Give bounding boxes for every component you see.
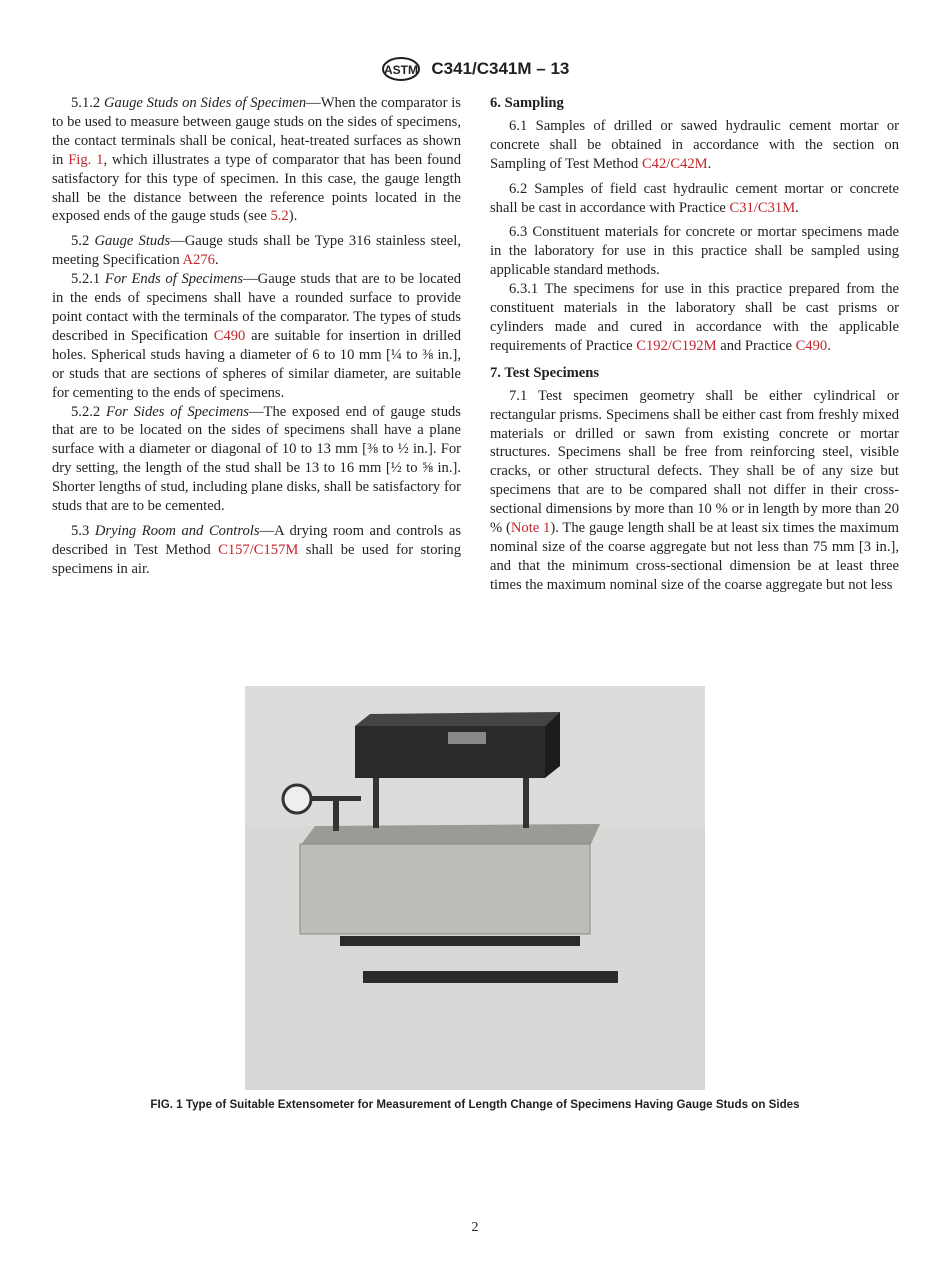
right-column <box>490 94 899 601</box>
paragraph-text: and Practice <box>716 337 796 354</box>
paragraph <box>490 387 899 595</box>
paragraph-text: —Gauge studs that are to be located in the ends of specimens shall have a rounded surface to provide point contact with the terminals of the comparator. The types of studs described in Specification <box>52 271 461 344</box>
reference-link[interactable]: Note 1 <box>510 520 551 537</box>
paragraph <box>52 232 461 270</box>
reference-link[interactable]: C42/C42M <box>641 155 708 172</box>
reference-link[interactable]: C490 <box>795 337 828 354</box>
paragraph-title: Gauge Studs <box>94 233 171 250</box>
paragraph-text: —Gauge studs shall be Type 316 stainless steel, meeting Specification <box>52 233 461 269</box>
figure-1-photo <box>245 686 705 1090</box>
paragraph-text: 6.3 Constituent materials for concrete or mortar specimens made in the laboratory for use in this practice shall be sampled using applicable standard methods. <box>490 224 899 279</box>
paragraph-text: . <box>827 337 831 354</box>
page-number: 2 <box>471 1220 479 1235</box>
paragraph-text: —A drying room and controls as described in Test Method <box>52 522 462 558</box>
paragraph-text: —When the comparator is to be used to measure between gauge studs on the sides of specimens, the contact terminals shall be conical, heat-treated surfaces as shown in <box>52 95 461 168</box>
paragraph-text: . <box>707 155 712 172</box>
reference-link[interactable]: C490 <box>213 327 246 344</box>
paragraph-text: . <box>214 252 219 269</box>
figure-caption: FIG. 1 Type of Suitable Extensometer for Measurement of Length Change of Specimens Having Gauge Studs on Sides <box>150 1098 800 1111</box>
reference-link[interactable]: C31/C31M <box>729 199 796 216</box>
paragraph <box>490 223 899 280</box>
paragraph-text: —The exposed end of gauge studs that are to be located on the sides of specimens shall have a plane surface with a diameter or diagonal of 10 to 13 mm [⅜ to ½ in.]. For dry setting, the length of the stud shall be 13 to 16 mm [½ to ⅝ in.]. Shorter lengths of stud, including plane disks, shall be satisfactory for studs that are to be cemented. <box>52 403 461 515</box>
svg-text:ASTM: ASTM <box>383 63 418 77</box>
paragraph <box>490 180 899 218</box>
paragraph-text: 6. Sampling <box>490 95 564 111</box>
section-heading <box>490 364 899 383</box>
paragraph <box>52 403 461 516</box>
paragraph-text: shall be used for storing specimens in air. <box>52 541 461 577</box>
paragraph-title: For Ends of Specimens <box>104 271 244 288</box>
paragraph <box>52 522 461 579</box>
paragraph-title: Drying Room and Controls <box>94 522 260 539</box>
extensometer-photo <box>245 686 705 1090</box>
paragraph-text: 5.3 <box>71 522 95 539</box>
paragraph-text: 5.2 <box>71 233 95 250</box>
paragraph-text: 5.2.2 <box>71 403 106 420</box>
paragraph-text: ). The gauge length shall be at least six times the maximum nominal size of the coarse aggregate but not less than 75 mm [3 in.], and that the minimum cross-sectional dimension be at least three times the maximum nominal size of the coarse aggregate but not less <box>490 520 899 593</box>
paragraph-text: are suitable for insertion in drilled holes. Spherical studs having a diameter of 6 to 10 mm [¼ to ⅜ in.], or studs that are sections of spheres of similar diameter, are suitable for cementing to the ends of specimens. <box>52 327 461 401</box>
paragraph-text: , which illustrates a type of comparator that has been found satisfactory for this type of specimen. In this case, the gauge length shall be the distance between the reference points located in the exposed ends of the gauge studs (see <box>52 151 461 225</box>
paragraph-title: For Sides of Specimens <box>105 403 249 420</box>
paragraph-title: Gauge Studs on Sides of Specimen <box>103 95 307 111</box>
paragraph-text: . <box>795 199 799 216</box>
paragraph <box>52 94 461 226</box>
paragraph <box>52 270 461 402</box>
reference-link[interactable]: C157/C157M <box>218 541 299 558</box>
paragraph-text: 6.1 Samples of drilled or sawed hydraulic cement mortar or concrete shall be obtained in accordance with the section on Sampling of Test Method <box>490 117 899 172</box>
paragraph-text: 6.3.1 The specimens for use in this practice prepared from the constituent materials in the laboratory shall be cast prisms or cylinders made and cured in accordance with the applicable requirements of Practice <box>490 281 899 354</box>
paragraph <box>490 117 899 174</box>
standard-designation: C341/C341M – 13 <box>431 59 570 78</box>
paragraph-text: ). <box>288 208 298 225</box>
section-heading <box>490 94 899 113</box>
paragraph <box>490 280 899 356</box>
page-header <box>0 56 950 82</box>
paragraph-text: 7. Test Specimens <box>490 364 600 381</box>
reference-link[interactable]: A276 <box>182 252 215 269</box>
left-column <box>52 94 461 585</box>
paragraph-text: 5.2.1 <box>71 271 105 288</box>
astm-logo-icon <box>381 56 421 82</box>
reference-link[interactable]: 5.2 <box>270 208 289 225</box>
paragraph-text: 5.1.2 <box>71 95 104 111</box>
paragraph-text: 7.1 Test specimen geometry shall be either cylindrical or rectangular prisms. Specimens shall be either cast from freshly mixed materials or drilled or sawn from existing concrete or mortar structures. Specimens shall be free from reinforcing steel, visible cracks, or other structural defects. They shall be of any size but specimens that are to be compared shall not differ in their cross-sectional dimensions by more than 10 % or in length by more than 20 % ( <box>490 387 899 537</box>
paragraph-text: 6.2 Samples of field cast hydraulic cement mortar or concrete shall be cast in accordance with Practice <box>490 180 899 216</box>
reference-link[interactable]: C192/C192M <box>636 337 717 354</box>
reference-link[interactable]: Fig. 1 <box>68 151 104 168</box>
